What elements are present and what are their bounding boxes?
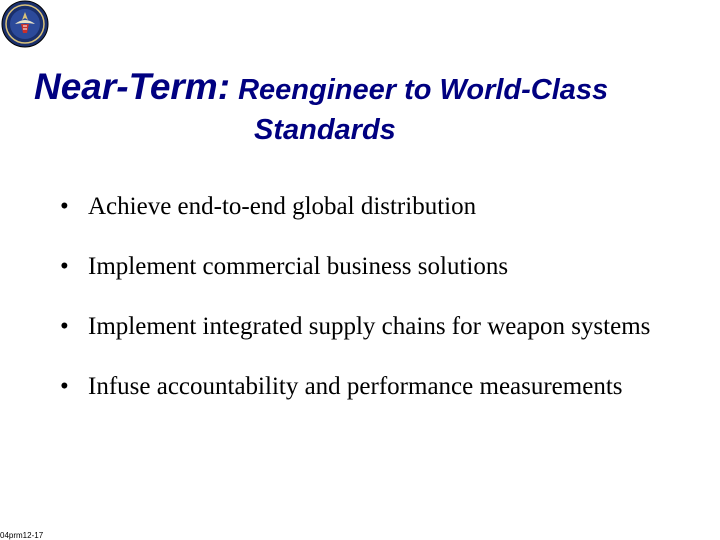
title-line2: Standards (254, 114, 396, 146)
title-prefix: Near-Term: (34, 66, 231, 107)
bullet-text: Implement commercial business solutions (88, 253, 509, 280)
bullet-dot-icon: • (60, 373, 69, 400)
bullet-text: Infuse accountability and performance measurements (88, 373, 623, 400)
bullet-item (60, 310, 700, 343)
bullet-item (60, 370, 700, 403)
slide-code: 04prm12-17 (0, 531, 44, 540)
bullet-text: Implement integrated supply chains for weapon systems (88, 313, 651, 340)
department-seal-icon (1, 0, 49, 48)
bullet-dot-icon: • (60, 253, 69, 280)
bullet-dot-icon: • (60, 313, 69, 340)
bullet-dot-icon: • (60, 193, 69, 220)
slide-title (34, 66, 608, 108)
bullet-text: Achieve end-to-end global distribution (88, 193, 477, 220)
title-rest: Reengineer to World-Class (230, 74, 609, 106)
bullet-item (60, 190, 700, 223)
bullet-item (60, 250, 700, 283)
bullet-list (60, 190, 700, 430)
